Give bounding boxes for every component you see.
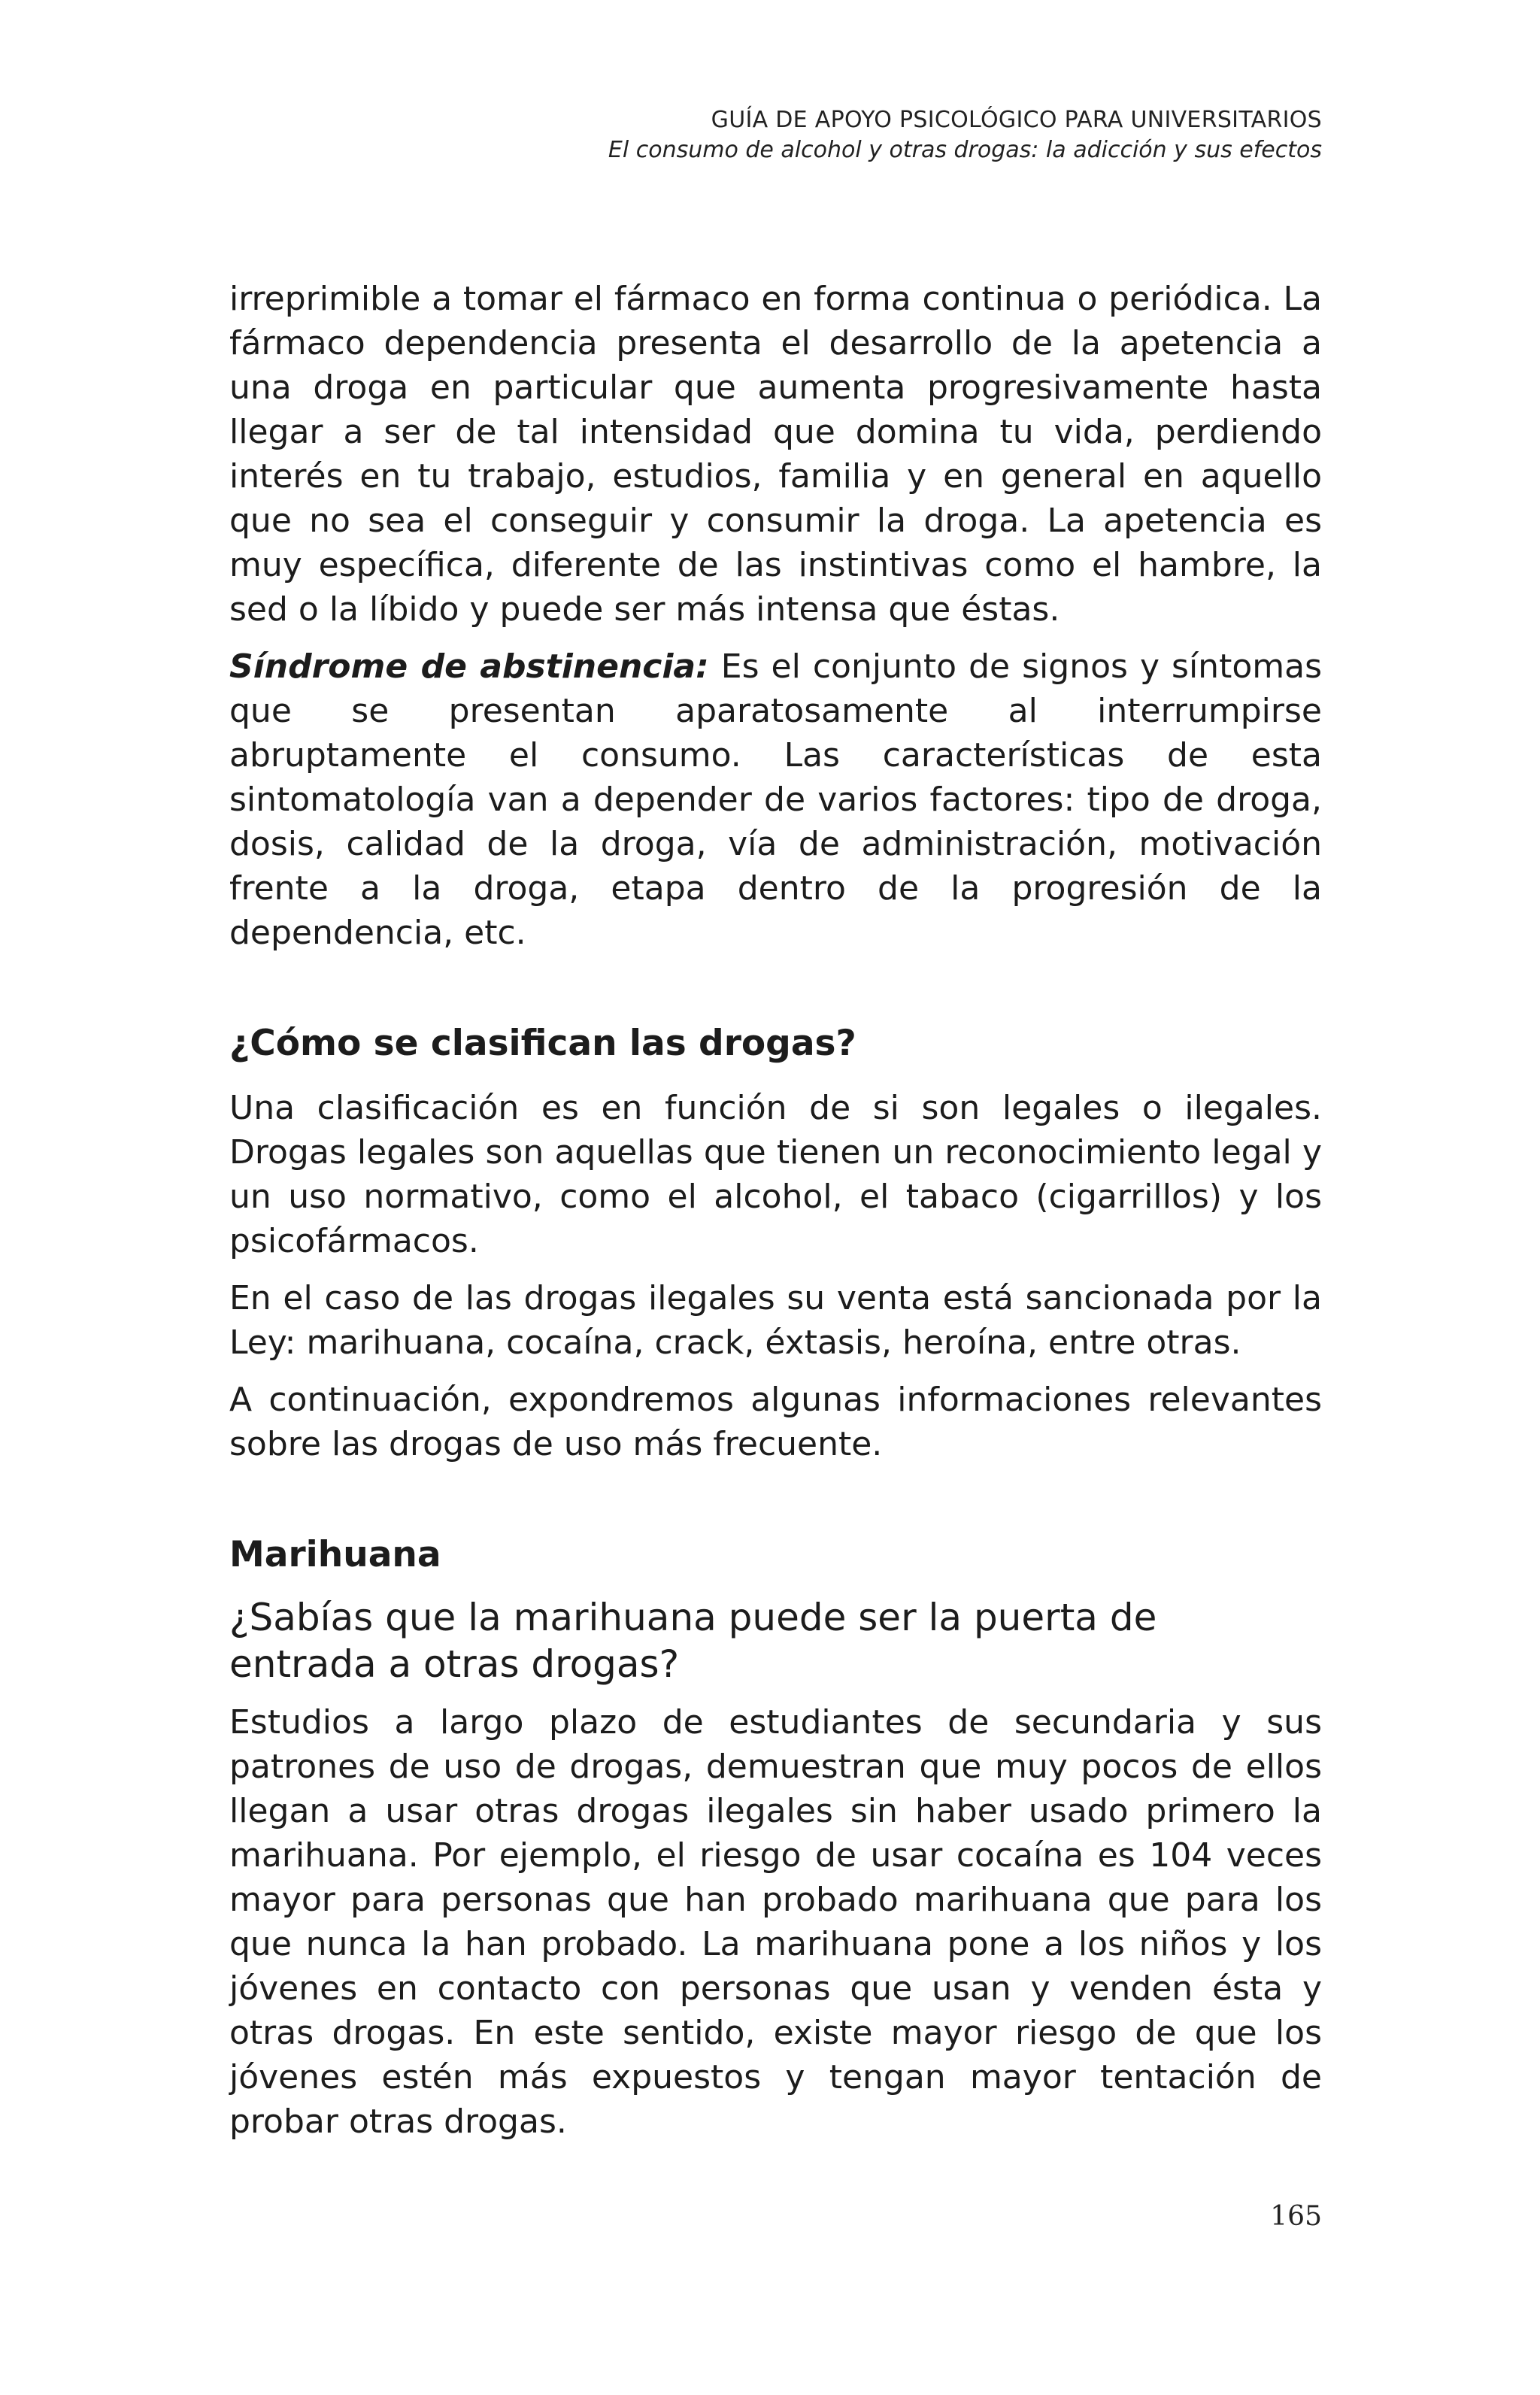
- header-title: GUÍA DE APOYO PSICOLÓGICO PARA UNIVERSITARIOS: [711, 107, 1322, 133]
- paragraph-illegal-drugs: En el caso de las drogas ilegales su venta está sancionada por la Ley: marihuana, cocaína, crack, éxtasis, heroína, entre otras.: [229, 1279, 1322, 1362]
- running-header: [608, 105, 1322, 165]
- withdrawal-definition: Es el conjunto de signos y síntomas que se presentan aparatosamente al interrumpirse abruptamente el consumo. Las características de esta sintomatología van a depender de varios factores: tipo de droga, dosis, calidad de la droga, vía de administración, motivación frente a la droga, etapa dentro de la progresión de la dependencia, etc.: [229, 647, 1322, 952]
- header-subtitle: El consumo de alcohol y otras drogas: la adicción y sus efectos: [608, 137, 1322, 163]
- term-withdrawal-syndrome: Síndrome de abstinencia:: [229, 647, 709, 686]
- page-number: 165: [1270, 2201, 1322, 2232]
- section-heading-classification: ¿Cómo se clasifican las drogas?: [229, 1023, 856, 1064]
- paragraph-dependence: irreprimible a tomar el fármaco en forma continua o periódica. La fármaco dependencia presenta el desarrollo de la apetencia a una droga en particular que aumenta progresivamente hasta llegar a ser de tal intensidad que domina tu vida, perdiendo interés en tu trabajo, estudios, familia y en general en aquello que no sea el conseguir y consumir la droga. La apetencia es muy específica, diferente de las instintivas como el hambre, la sed o la líbido y puede ser más intensa que éstas.: [229, 280, 1322, 629]
- paragraph-intro-info: A continuación, expondremos algunas informaciones relevantes sobre las drogas de uso más frecuente.: [229, 1381, 1322, 1463]
- section-heading-marihuana: Marihuana: [229, 1534, 441, 1575]
- paragraph-gateway-studies: Estudios a largo plazo de estudiantes de secundaria y sus patrones de uso de drogas, demuestran que muy pocos de ellos llegan a usar otras drogas ilegales sin haber usado primero la marihuana. Por ejemplo, el riesgo de usar cocaína es 104 veces mayor para personas que han probado marihuana que para los que nunca la han probado. La marihuana pone a los niños y los jóvenes en contacto con personas que usan y venden ésta y otras drogas. En este sentido, existe mayor riesgo de que los jóvenes estén más expuestos y tengan mayor tentación de probar otras drogas.: [229, 1703, 1322, 2141]
- paragraph-withdrawal: [229, 644, 1322, 955]
- subheading-gateway-question: ¿Sabías que la marihuana puede ser la puerta de entrada a otras drogas?: [229, 1596, 1157, 1686]
- paragraph-legal-drugs: Una clasificación es en función de si son legales o ilegales. Drogas legales son aquellas que tienen un reconocimiento legal y un uso normativo, como el alcohol, el tabaco (cigarrillos) y los psicofármacos.: [229, 1089, 1322, 1260]
- body-text: [229, 277, 1322, 2157]
